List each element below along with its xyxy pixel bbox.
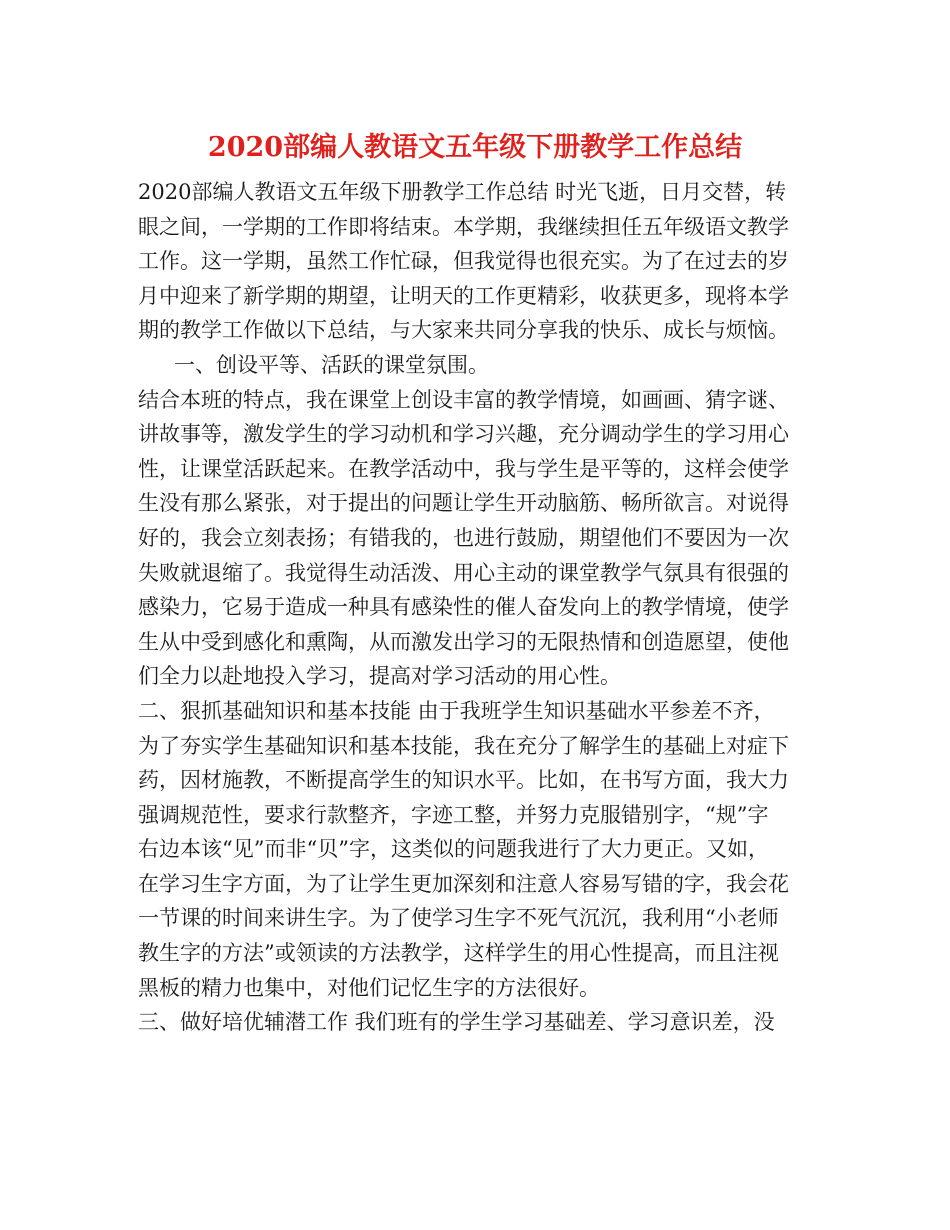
text-line: 2020部编人教语文五年级下册教学工作总结 时光飞逝，日月交替，转 [138,180,787,204]
text-line: 们全力以赴地投入学习，提高对学习活动的用心性。 [138,664,621,689]
text-line: 好的，我会立刻表扬；有错我的，也进行鼓励，期望他们不要因为一次 [138,525,789,550]
text-line: 月中迎来了新学期的期望，让明天的工作更精彩，收获更多，现将本学 [138,283,789,308]
text-line: 眼之间，一学期的工作即将结束。本学期，我继续担任五年级语文教学 [138,214,789,239]
text-line: 药，因材施教，不断提高学生的知识水平。比如，在书写方面，我大力 [138,768,789,793]
text-line: 二、狠抓基础知识和基本技能 由于我班学生知识基础水平参差不齐， [138,698,775,723]
text-line: 右边本该“见”而非“贝”字，这类似的问题我进行了大力更正。又如， [138,837,769,862]
text-line: 为了夯实学生基础知识和基本技能，我在充分了解学生的基础上对症下 [138,733,789,758]
text-line: 工作。这一学期，虽然工作忙碌，但我觉得也很充实。为了在过去的岁 [138,249,789,274]
text-line: 强调规范性，要求行款整齐，字迹工整，并努力克服错别字，“规”字 [138,802,769,827]
text-line: 黑板的精力也集中，对他们记忆生字的方法很好。 [138,975,600,1000]
text-line: 失败就退缩了。我觉得生动活泼、用心主动的课堂教学气氛具有很强的 [138,560,789,585]
text-line: 讲故事等，激发学生的学习动机和学习兴趣，充分调动学生的学习用心 [138,422,789,447]
document-title: 2020部编人教语文五年级下册教学工作总结 [207,132,743,163]
text-line: 教生字的方法”或领读的方法教学，这样学生的用心性提高，而且注视 [138,941,779,966]
text-line: 一节课的时间来讲生字。为了使学习生字不死气沉沉，我利用“小老师 [138,906,779,931]
text-line: 感染力，它易于造成一种具有感染性的催人奋发向上的教学情境，使学 [138,595,789,620]
text-line: 性，让课堂活跃起来。在教学活动中，我与学生是平等的，这样会使学 [138,456,789,481]
section-heading: 一、创设平等、活跃的课堂氛围。 [174,352,489,377]
document-body [138,175,818,1040]
text-line: 期的教学工作做以下总结，与大家来共同分享我的快乐、成长与烦恼。 [138,318,789,343]
text-line: 三、做好培优辅潜工作 我们班有的学生学习基础差、学习意识差，没 [138,1010,775,1035]
text-line: 生没有那么紧张，对于提出的问题让学生开动脑筋、畅所欲言。对说得 [138,491,789,516]
text-line: 生从中受到感化和熏陶，从而激发出学习的无限热情和创造愿望，使他 [138,629,789,654]
text-line: 在学习生字方面，为了让学生更加深刻和注意人容易写错的字，我会花 [138,871,789,896]
text-line: 结合本班的特点，我在课堂上创设丰富的教学情境，如画画、猜字谜、 [138,387,789,412]
